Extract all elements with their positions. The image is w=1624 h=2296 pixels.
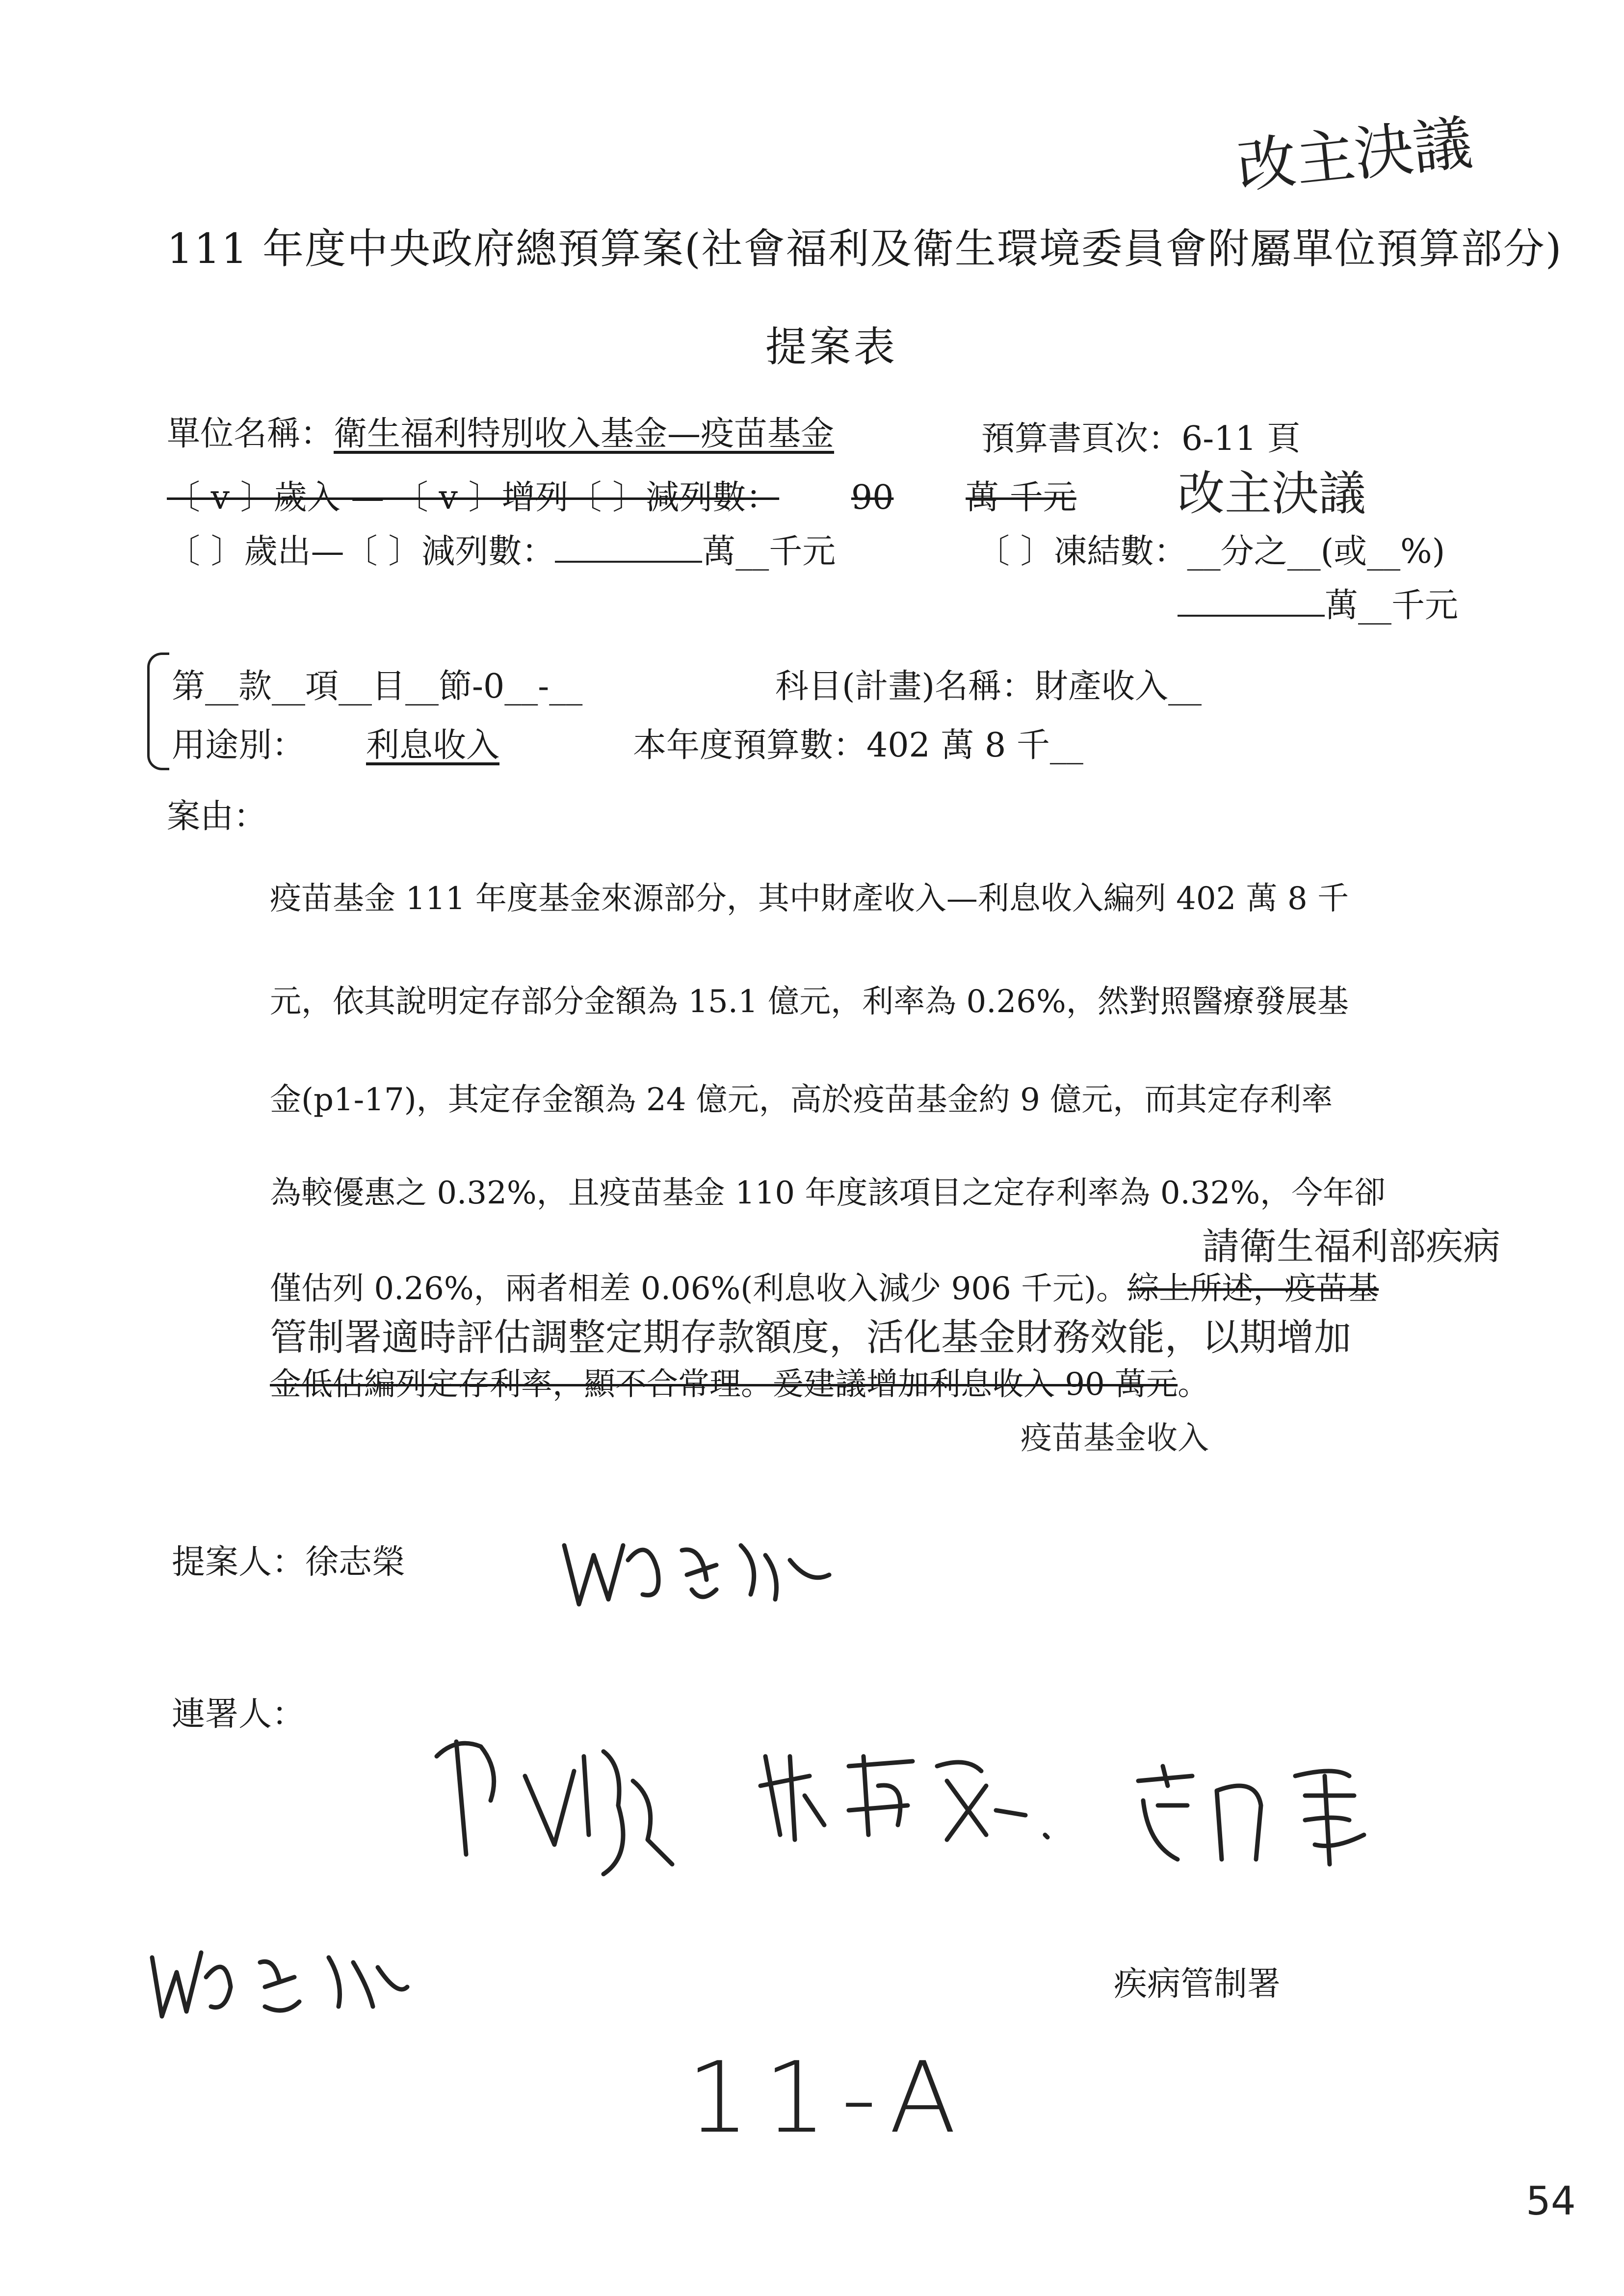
reason-line-4: 為較優惠之 0.32%，且疫苗基金 110 年度該項目之定存利率為 0.32%，今年卻 — [270, 1175, 1386, 1211]
reason-line-6-struck: 金低估編列定存利率，顯不合常理。爰建議增加利息收入 90 萬元 — [270, 1366, 1178, 1403]
cosigner-label: 連署人： — [172, 1695, 306, 1734]
proposer-name: 徐志榮 — [305, 1543, 406, 1582]
annual-budget: 本年度預算數：402 萬 8 千__ — [633, 726, 1083, 765]
page-number: 54 — [1526, 2178, 1576, 2224]
reason-line-5 — [270, 1273, 1379, 1305]
document-subtitle: 提案表 — [765, 323, 898, 371]
unit-name: 衛生福利特別收入基金—疫苗基金 — [334, 415, 835, 453]
reason-line-1: 疫苗基金 111 年度基金來源部分，其中財產收入—利息收入編列 402 萬 8 千 — [270, 881, 1349, 917]
handwritten-insert-3: 疫苗基金收入 — [1021, 1420, 1209, 1457]
revenue-annotation: 改主決議 — [1178, 466, 1366, 521]
expenditure-text: 〔 〕歲出—〔 〕減列數： — [167, 532, 555, 571]
usage-label: 用途別： — [172, 726, 306, 765]
unit-row — [167, 407, 834, 455]
revenue-struck-unit: 萬 千元 — [966, 478, 1076, 517]
usage-line — [172, 719, 560, 766]
proposer-label: 提案人： — [172, 1543, 306, 1582]
handwritten-insert-1: 請衛生福利部疾病 — [1202, 1225, 1500, 1268]
usage-value: 利息收入 — [366, 726, 500, 765]
reason-label: 案由： — [167, 797, 267, 836]
unit-label: 單位名稱： — [167, 415, 334, 453]
freeze-line: 〔 〕凍結數：__分之__(或__%) — [976, 532, 1445, 571]
freeze-unit-line — [1178, 579, 1458, 626]
freeze-unit: 萬__千元 — [1325, 586, 1459, 625]
subject-name: 科目(計畫)名稱：財產收入__ — [775, 667, 1202, 706]
reason-line-3: 金(p1-17)，其定存金額為 24 億元，高於疫苗基金約 9 億元，而其定存利率 — [270, 1082, 1333, 1118]
cosigner-signature-3 — [1119, 1747, 1423, 1874]
proposer-line — [172, 1536, 405, 1583]
reason-line-5-text: 僅估列 0.26%，兩者相差 0.06%(利息收入減少 906 千元)。 — [270, 1271, 1128, 1307]
reason-line-5-struck: 綜上所述，疫苗基 — [1127, 1271, 1379, 1307]
document-title: 111 年度中央政府總預算案(社會福利及衛生環境委員會附屬單位預算部分) — [167, 225, 1563, 273]
form-code: 11-A — [687, 2041, 971, 2155]
expenditure-line — [167, 525, 836, 573]
agency-name: 疾病管制署 — [1114, 1965, 1281, 2004]
reason-line-2: 元，依其說明定存部分金額為 15.1 億元，利率為 0.26%，然對照醫療發展基 — [270, 984, 1349, 1020]
revenue-struck-text: 〔 v 〕歲入 — 〔 v 〕增列〔 〕減列數： — [167, 478, 780, 517]
reason-line-6 — [270, 1366, 1209, 1403]
expenditure-unit: 萬__千元 — [702, 532, 836, 571]
reason-line-6-end: 。 — [1178, 1366, 1209, 1403]
proposer-signature — [554, 1516, 849, 1614]
cosigner-signature-2 — [751, 1737, 1065, 1854]
handwritten-insert-2: 管制署適時評估調整定期存款額度，活化基金財務效能，以期增加 — [270, 1315, 1351, 1359]
budget-page-ref: 預算書頁次：6-11 頁 — [981, 419, 1301, 458]
bottom-left-signature — [142, 1913, 417, 2026]
revenue-struck-amount: 90 — [851, 478, 894, 517]
category-bracket — [147, 652, 169, 770]
category-line: 第__款__項__目__節-0__-__ — [172, 667, 583, 706]
revenue-line — [167, 471, 1076, 519]
cosigner-signature-1 — [427, 1727, 731, 1884]
top-right-annotation: 改主決議 — [1234, 109, 1476, 202]
